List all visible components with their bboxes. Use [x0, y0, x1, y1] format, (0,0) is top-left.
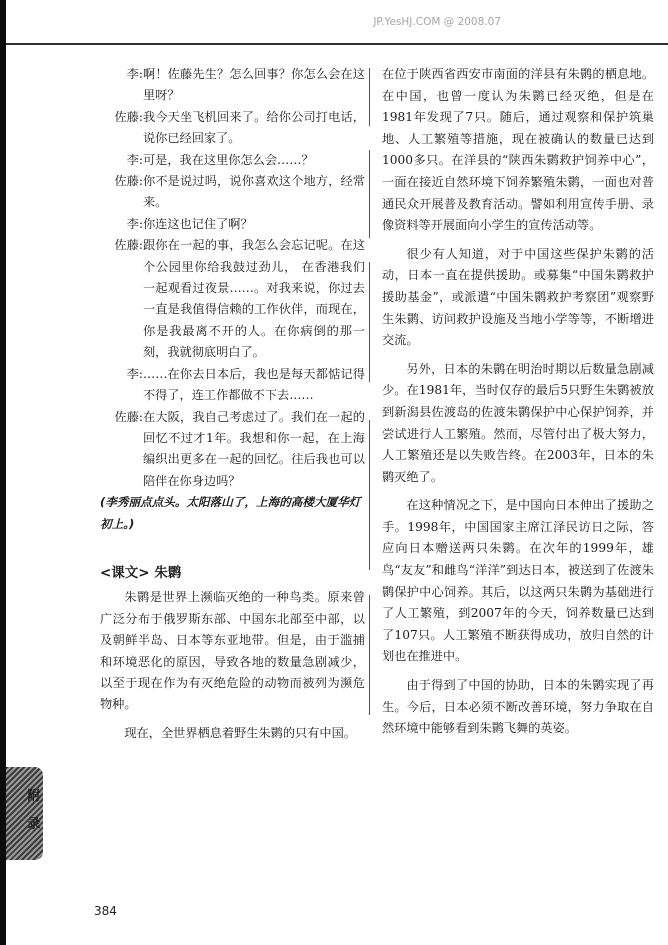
dialogue-line	[100, 235, 365, 363]
right-column	[382, 64, 654, 740]
speaker: 佐藤:	[114, 409, 143, 424]
dialogue-line	[100, 107, 365, 150]
tab-char: 附	[27, 789, 41, 804]
dialogue-text: 在大阪，我自己考虑过了。我们在一起的回忆不过才1年。我想和你一起，在上海编织出更多在一起的回忆。往后我也可以陪伴在你身边吗？	[143, 409, 365, 488]
left-column	[100, 64, 365, 744]
lesson-paragraph: 另外，日本的朱鹮在明治时期以后数量急剧减少。在1981年，当时仅存的最后5只野生朱鹮被放到新潟县佐渡岛的佐渡朱鹮保护中心保护饲养，并尝试进行人工繁殖。然而，尽管付出了极大努力，人工繁殖还是以失败告终。在2003年，日本的朱鹮灭绝了。	[382, 361, 654, 484]
page-number: 384	[94, 904, 117, 918]
speaker: 李:	[126, 67, 143, 81]
lesson-paragraph: 由于得到了中国的协助，日本的朱鹮实现了再生。今后，日本必须不断改善环境，努力争取在自然环境中能够看到朱鹮飞舞的英姿。	[382, 678, 654, 736]
dialogue-text: ……在你去日本后，我也是每天都惦记得不得了，连工作都做不下去……	[143, 366, 365, 403]
speaker: 李:	[126, 216, 143, 231]
lesson-title: <课文> 朱鹮	[100, 564, 182, 581]
lesson-paragraph: 朱鹮是世界上濒临灭绝的一种鸟类。原来曾广泛分布于俄罗斯东部、中国东北部至中部，以及朝鲜半岛、日本等东亚地带。但是，由于滥捕和环境恶化的原因，导致各地的数量急剧减少，以至于现在作为有灭绝危险的动物而被列为濒危物种。	[100, 590, 365, 712]
dialogue-text: 可是，我在这里你怎么会……？	[143, 152, 314, 167]
dialogue-line	[100, 364, 365, 407]
dialogue-text: 啊！佐藤先生？怎么回事？你怎么会在这里呀？	[143, 67, 365, 103]
lesson-paragraph: 在位于陕西省西安市南面的洋县有朱鹮的栖息地。在中国，也曾一度认为朱鹮已经灭绝，但是在1981年发现了7只。随后，通过观察和保护筑巢地、人工繁殖等措施，现在被确认的数量已达到1000多只。在洋县的“陕西朱鹮救护饲养中心”，一面在接近自然环境下饲养繁殖朱鹮，一面也对普通民众开展普及教育活动。譬如利用宣传手册、录像资料等开展面向小学生的宣传活动等。	[382, 67, 654, 233]
column-divider	[369, 262, 370, 382]
column-divider	[369, 595, 370, 715]
dialogue-line	[100, 214, 365, 235]
speaker: 佐藤:	[114, 109, 143, 124]
watermark: JP.YesHJ.COM @ 2008.07	[373, 16, 501, 28]
lesson-paragraph: 很少有人知道，对于中国这些保护朱鹮的活动，日本一直在提供援助。或募集“中国朱鹮救护援助基金”，或派遣“中国朱鹮救护考察团”观察野生朱鹮、访问救护设施及当地小学等等，不断增进交流。	[382, 246, 654, 348]
speaker: 佐藤:	[114, 174, 143, 189]
column-divider	[369, 150, 370, 238]
dialogue-line	[100, 171, 365, 214]
speaker: 李:	[126, 366, 143, 381]
column-divider	[369, 68, 370, 126]
speaker: 佐藤:	[114, 238, 143, 253]
lesson-paragraph: 在这种情况之下，是中国向日本伸出了援助之手。1998年，中国国家主席江泽民访日之际，答应向日本赠送两只朱鹮。在次年的1999年，雄鸟“友友”和雌鸟“洋洋”到达日本，被送到了佐渡朱鹮保护中心饲养。其后，以这两只朱鹮为基础进行了人工繁殖，到2007年的今天，饲养数量已达到了107只。人工繁殖不断获得成功，放归自然的计划也在推进中。	[382, 498, 654, 664]
lesson-paragraph: 现在，全世界栖息着野生朱鹮的只有中国。	[124, 725, 356, 740]
tab-char: 录	[27, 817, 41, 832]
stage-direction: (李秀丽点点头。太阳落山了，上海的高楼大厦华灯初上。)	[100, 495, 361, 531]
dialogue-line	[100, 150, 365, 171]
dialogue-text: 你连这也记住了啊？	[143, 216, 253, 231]
appendix-tab-label	[26, 783, 42, 839]
dialogue-line	[100, 64, 365, 107]
dialogue-text: 跟你在一起的事，我怎么会忘记呢。在这个公园里你给我鼓过劲儿， 在香港我们一起观看过夜景……。对我来说，你过去一直是我值得信赖的工作伙伴，而现在，你是我最离不开的人。在你病倒的那一刻，我就彻底明白了。	[143, 238, 365, 360]
column-divider	[369, 420, 370, 570]
dialogue-text: 我今天坐飞机回来了。给你公司打电话，说你已经回家了。	[143, 109, 365, 146]
header-rule	[6, 43, 668, 45]
speaker: 李:	[126, 152, 143, 167]
dialogue-text: 你不是说过吗，说你喜欢这个地方，经常来。	[143, 174, 365, 210]
dialogue-line	[100, 407, 365, 493]
